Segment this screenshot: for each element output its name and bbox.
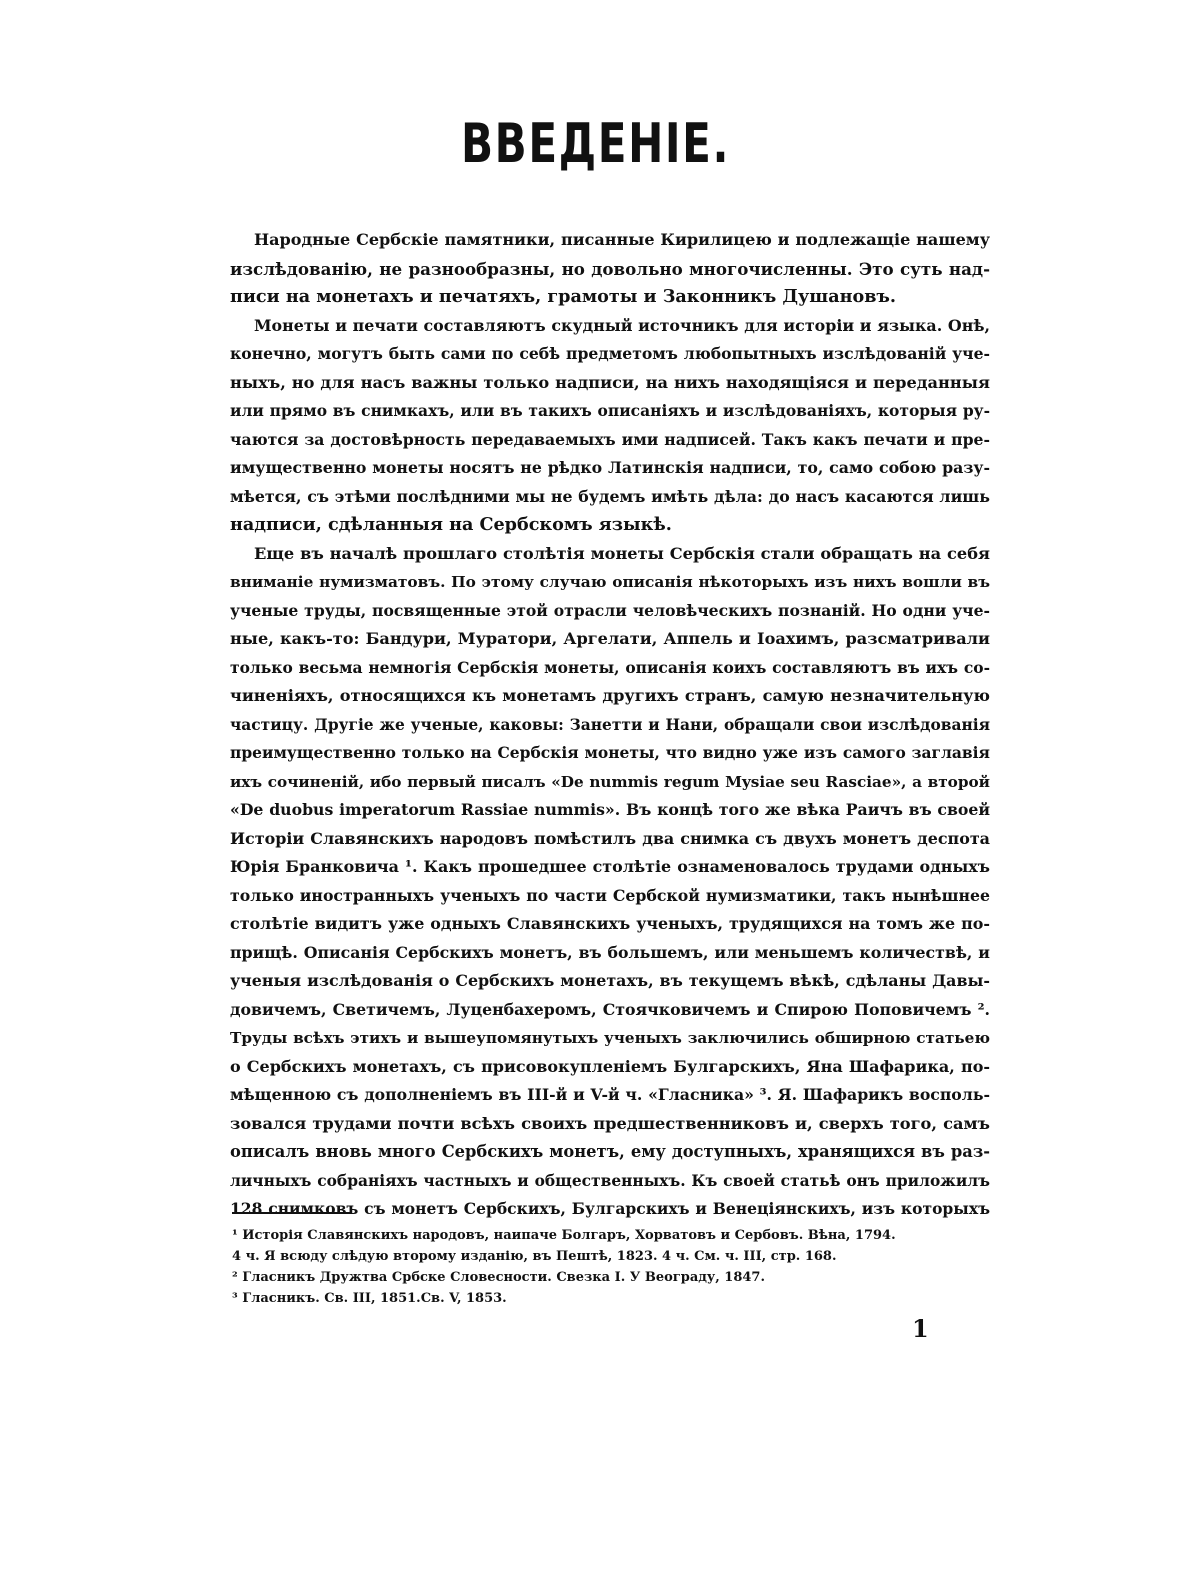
footnote: ¹ Исторія Славянскихъ народовъ, наипаче Болгаръ, Хорватовъ и Сербовъ. Вѣна, 1794. — [232, 1228, 896, 1243]
text-line: 128 снимковъ съ монетъ Сербскихъ, Булгарскихъ и Венеціянскихъ, изъ которыхъ — [230, 1199, 990, 1218]
text-line: Исторіи Славянскихъ народовъ помѣстилъ два снимка съ двухъ монетъ деспота — [230, 828, 990, 848]
text-line: ихъ сочиненій, ибо первый писалъ «De nummis regum Mysiae seu Rasciae», а второй — [230, 772, 990, 791]
text-line: Монеты и печати составляютъ скудный источникъ для исторіи и языка. Онѣ, — [254, 315, 990, 335]
text-line: только иностранныхъ ученыхъ по части Сербской нумизматики, такъ нынѣшнее — [230, 885, 990, 905]
text-line: довичемъ, Светичемъ, Луценбахеромъ, Стоячковичемъ и Спирою Поповичемъ ². — [230, 999, 990, 1019]
footnotes — [232, 1225, 990, 1309]
text-line: ные, какъ-то: Бандури, Муратори, Аргелати, Аппель и Іоахимъ, разсматривали — [230, 629, 990, 648]
footnote: 4 ч. Я всюду слѣдую второму изданію, въ Пештѣ, 1823. 4 ч. См. ч. III, стр. 168. — [232, 1249, 837, 1264]
text-line: Труды всѣхъ этихъ и вышеупомянутыхъ ученыхъ заключились обширною статьею — [230, 1029, 990, 1047]
text-line: или прямо въ снимкахъ, или въ такихъ описаніяхъ и изслѣдованіяхъ, которыя ру- — [230, 401, 990, 420]
text-line: писи на монетахъ и печатяхъ, грамоты и Законникъ Душановъ. — [230, 286, 897, 307]
text-line: только весьма немногія Сербскія монеты, описанія коихъ составляютъ въ ихъ со- — [230, 657, 990, 677]
page-title: ВВЕДЕНІЕ. — [460, 112, 731, 175]
text-line: мѣется, съ этѣми послѣдними мы не будемъ имѣть дѣла: до насъ касаются лишь — [230, 486, 990, 506]
body-text — [230, 226, 990, 1224]
page-number: 1 — [912, 1314, 929, 1343]
text-line: Народные Сербскіе памятники, писанные Кирилицею и подлежащіе нашему — [254, 230, 990, 249]
text-line: «De duobus imperatorum Rassiae nummis». Въ концѣ того же вѣка Раичъ въ своей — [230, 800, 990, 819]
text-line: личныхъ собраніяхъ частныхъ и общественныхъ. Къ своей статьѣ онъ приложилъ — [230, 1171, 990, 1190]
text-line: столѣтіе видитъ уже одныхъ Славянскихъ ученыхъ, трудящихся на томъ же по- — [230, 914, 990, 933]
text-line: надписи, сдѣланныя на Сербскомъ языкѣ. — [230, 514, 672, 535]
text-line: прищѣ. Описанія Сербскихъ монетъ, въ большемъ, или меньшемъ количествѣ, и — [230, 942, 990, 962]
footnote: ³ Гласникъ. Св. III, 1851.Св. V, 1853. — [232, 1291, 507, 1306]
text-line: частицу. Другіе же ученые, каковы: Занетти и Нани, обращали свои изслѣдованія — [230, 715, 990, 734]
text-line: конечно, могутъ быть сами по себѣ предметомъ любопытныхъ изслѣдованій уче- — [230, 344, 990, 363]
text-line: ныхъ, но для насъ важны только надписи, на нихъ находящіяся и переданныя — [230, 372, 990, 392]
text-line: изслѣдованію, не разнообразны, но довольно многочисленны. Это суть над- — [230, 258, 990, 279]
text-line: зовался трудами почти всѣхъ своихъ предшественниковъ и, сверхъ того, самъ — [230, 1113, 990, 1133]
text-line: ученыя изслѣдованія о Сербскихъ монетахъ, въ текущемъ вѣкѣ, сдѣланы Давы- — [230, 971, 990, 990]
text-line: вниманіе нумизматовъ. По этому случаю описанія нѣкоторыхъ изъ нихъ вошли въ — [230, 573, 990, 591]
text-line: описалъ вновь много Сербскихъ монетъ, ему доступныхъ, хранящихся въ раз- — [230, 1142, 990, 1161]
text-line: чаются за достовѣрность передаваемыхъ ими надписей. Такъ какъ печати и пре- — [230, 429, 990, 449]
footnote: ² Гласникъ Дружтва Србске Словесности. Свезка I. У Веограду, 1847. — [232, 1270, 765, 1285]
footnote-divider — [232, 1212, 350, 1214]
text-line: преимущественно только на Сербскія монеты, что видно уже изъ самого заглавія — [230, 743, 990, 762]
text-line: имущественно монеты носятъ не рѣдко Латинскія надписи, то, само собою разу- — [230, 458, 990, 477]
text-line: Еще въ началѣ прошлаго столѣтія монеты Сербскія стали обращать на себя — [254, 543, 990, 563]
text-line: Юрія Бранковича ¹. Какъ прошедшее столѣтіе ознаменовалось трудами одныхъ — [230, 857, 990, 876]
text-line: о Сербскихъ монетахъ, съ присовокупленіемъ Булгарскихъ, Яна Шафарика, по- — [230, 1056, 990, 1076]
text-line: мѣщенною съ дополненіемъ въ III-й и V-й ч. «Гласника» ³. Я. Шафарикъ восполь- — [230, 1085, 990, 1104]
text-line: ученые труды, посвященные этой отрасли человѣческихъ познаній. Но одни уче- — [230, 600, 990, 620]
text-line: чиненіяхъ, относящихся къ монетамъ другихъ странъ, самую незначительную — [230, 686, 990, 705]
